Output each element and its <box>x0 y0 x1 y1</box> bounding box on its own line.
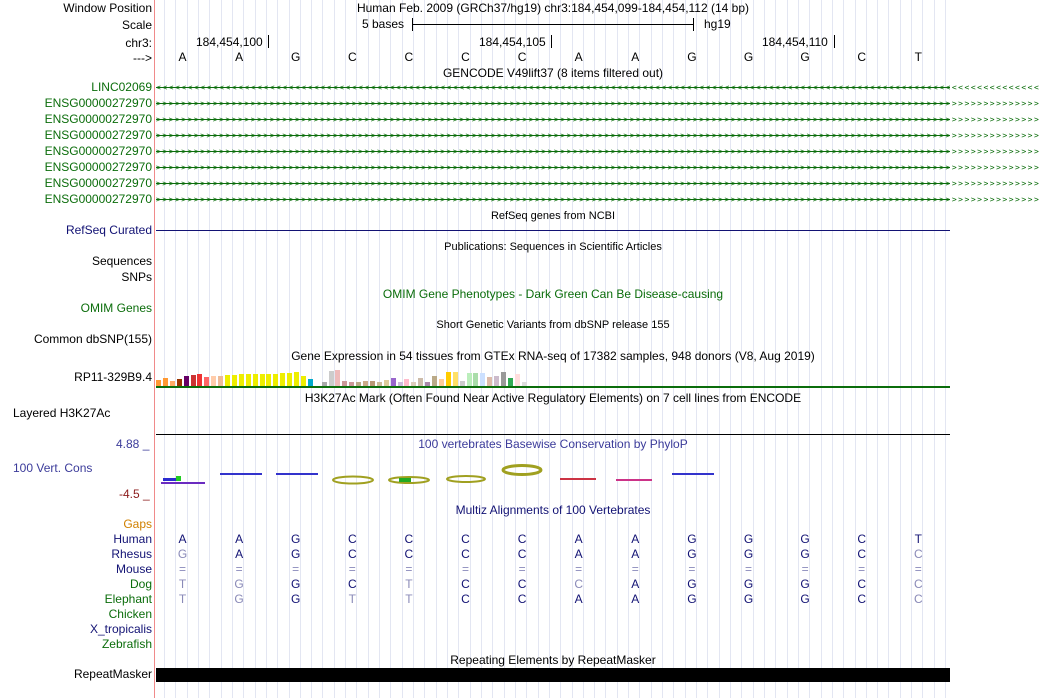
gencode-item-label[interactable]: ENSG00000272970 <box>44 160 152 174</box>
species-label[interactable]: Rhesus <box>111 547 152 561</box>
alignment-base: G <box>687 577 697 591</box>
scale-label: Scale <box>121 18 152 32</box>
species-label[interactable]: Chicken <box>108 607 152 621</box>
gtex-expression-bars[interactable] <box>156 366 536 386</box>
alignment-base: G <box>687 532 697 546</box>
alignment-base: C <box>517 577 527 591</box>
gtex-tissue-bar[interactable] <box>453 372 458 386</box>
alignment-base: = <box>348 562 356 576</box>
alignment-base: A <box>235 532 244 546</box>
gencode-item-label[interactable]: LINC02069 <box>91 80 152 94</box>
gaps-label[interactable]: Gaps <box>123 517 152 531</box>
gtex-tissue-bar[interactable] <box>260 374 265 386</box>
gtex-tissue-bar[interactable] <box>266 374 271 386</box>
gtex-tissue-bar[interactable] <box>280 373 285 386</box>
gtex-tissue-bar[interactable] <box>232 375 237 386</box>
strand-label: ---> <box>133 51 152 65</box>
alignment-base: G <box>800 592 810 606</box>
gtex-tissue-bar[interactable] <box>204 377 209 386</box>
strand-reverse-arrows: <<<<<<<<<<<<<<<<<<<<<<<<<<<<<<<<<<<<<<<<<<<<<<<<<<<<<<<<<<<<<<<<<<<<<<<<<<<<<<<<<<<<<<<<<<<<<<<<<<<<<<<<<<<<<<<<<<<<<<<<<<<<<<<<<<<<<<<<<<<< <box>156 83 1040 92</box>
window-position-value: Human Feb. 2009 (GRCh37/hg19) chr3:184,454,099-184,454,112 (14 bp) <box>356 1 750 15</box>
alignment-base: G <box>743 532 754 546</box>
alignment-base: T <box>405 577 413 591</box>
gtex-tissue-bar[interactable] <box>404 379 409 386</box>
alignment-base: G <box>234 577 244 591</box>
dbsnp-title[interactable]: Short Genetic Variants from dbSNP release 155 <box>436 319 670 331</box>
label-divider <box>154 0 155 698</box>
alignment-base: A <box>631 547 640 561</box>
alignment-base: A <box>631 592 640 606</box>
species-label[interactable]: Dog <box>129 577 152 591</box>
species-label[interactable]: Human <box>113 532 152 546</box>
strand-forward-arrows: >>>>>>>>>>>>>>>>>>>>>>>>>>>>>>>>>>>>>>>>>>>>>>>>>>>>>>>>>>>>>>>>>>>>>>>>>>>>>>>>>>>>>>>>>>>>>>>>>>>>>>>>>>>>>>>>>>>>>>>>>>>>>>>>>>>>>>>>>>>> <box>156 195 1040 204</box>
gtex-tissue-bar[interactable] <box>418 378 423 386</box>
alignment-base: C <box>461 577 470 591</box>
gtex-tissue-bar[interactable] <box>211 376 216 386</box>
reference-base: A <box>574 50 583 64</box>
alignment-base: C <box>913 547 923 561</box>
species-label[interactable]: Elephant <box>104 592 152 606</box>
alignment-base: C <box>347 577 357 591</box>
strand-forward-arrows: >>>>>>>>>>>>>>>>>>>>>>>>>>>>>>>>>>>>>>>>>>>>>>>>>>>>>>>>>>>>>>>>>>>>>>>>>>>>>>>>>>>>>>>>>>>>>>>>>>>>>>>>>>>>>>>>>>>>>>>>>>>>>>>>>>>>>>>>>>>> <box>156 115 1040 124</box>
reference-base: G <box>743 50 754 64</box>
multiz-title[interactable]: Multiz Alignments of 100 Vertebrates <box>455 503 651 517</box>
gtex-tissue-bar[interactable] <box>480 373 485 386</box>
gtex-tissue-bar[interactable] <box>473 373 478 386</box>
alignment-base: A <box>574 547 583 561</box>
alignment-base: A <box>631 577 640 591</box>
position-tick-mark <box>268 35 269 48</box>
reference-base: C <box>857 50 867 64</box>
alignment-base: = <box>744 562 752 576</box>
gtex-tissue-bar[interactable] <box>253 374 258 386</box>
reference-base: A <box>235 50 244 64</box>
position-tick-2: 184,454,105 <box>479 35 546 49</box>
alignment-base: = <box>405 562 413 576</box>
alignment-base: C <box>461 547 470 561</box>
alignment-base: G <box>743 592 754 606</box>
alignment-base: = <box>914 562 922 576</box>
gtex-tissue-bar[interactable] <box>294 372 299 386</box>
alignment-base: = <box>631 562 639 576</box>
strand-forward-arrows: >>>>>>>>>>>>>>>>>>>>>>>>>>>>>>>>>>>>>>>>>>>>>>>>>>>>>>>>>>>>>>>>>>>>>>>>>>>>>>>>>>>>>>>>>>>>>>>>>>>>>>>>>>>>>>>>>>>>>>>>>>>>>>>>>>>>>>>>>>>> <box>156 179 1040 188</box>
alignment-base: = <box>688 562 696 576</box>
phylop-title[interactable]: 100 vertebrates Basewise Conservation by PhyloP <box>418 437 688 451</box>
refseq-label[interactable]: RefSeq Curated <box>65 223 152 237</box>
gtex-tissue-bar[interactable] <box>329 371 334 386</box>
gtex-tissue-bar[interactable] <box>218 376 223 386</box>
alignment-base: = <box>178 562 186 576</box>
alignment-base: T <box>405 592 413 606</box>
reference-base: T <box>914 50 922 64</box>
alignment-base: C <box>517 547 527 561</box>
gtex-tissue-bar[interactable] <box>487 377 492 386</box>
gencode-item-label[interactable]: ENSG00000272970 <box>44 176 152 190</box>
omim-label[interactable]: OMIM Genes <box>80 301 152 315</box>
species-label[interactable]: Zebrafish <box>101 637 152 651</box>
gtex-tissue-bar[interactable] <box>308 379 313 386</box>
strand-forward-arrows: >>>>>>>>>>>>>>>>>>>>>>>>>>>>>>>>>>>>>>>>>>>>>>>>>>>>>>>>>>>>>>>>>>>>>>>>>>>>>>>>>>>>>>>>>>>>>>>>>>>>>>>>>>>>>>>>>>>>>>>>>>>>>>>>>>>>>>>>>>>> <box>156 99 1040 108</box>
alignment-base: C <box>913 592 923 606</box>
gencode-item-label[interactable]: ENSG00000272970 <box>44 128 152 142</box>
alignment-base: C <box>461 592 470 606</box>
h3k27ac-title[interactable]: H3K27Ac Mark (Often Found Near Active Regulatory Elements) on 7 cell lines from ENCODE <box>304 391 802 405</box>
alignment-base: = <box>575 562 583 576</box>
repeatmasker-label[interactable]: RepeatMasker <box>73 667 152 681</box>
gencode-title[interactable]: GENCODE V49lift37 (8 items filtered out) <box>442 66 664 80</box>
gtex-tissue-bar[interactable] <box>508 378 513 386</box>
gtex-tissue-bar[interactable] <box>239 374 244 386</box>
alignment-base: G <box>291 577 301 591</box>
gencode-item-label[interactable]: ENSG00000272970 <box>44 96 152 110</box>
alignment-base: = <box>801 562 809 576</box>
alignment-base: C <box>574 577 584 591</box>
alignment-base: G <box>743 577 754 591</box>
phylop-min: -4.5 _ <box>119 487 150 501</box>
alignment-base: G <box>291 592 301 606</box>
gtex-tissue-bar[interactable] <box>501 372 506 386</box>
alignment-base: = <box>858 562 866 576</box>
alignment-base: C <box>347 547 357 561</box>
h3k27ac-label[interactable]: Layered H3K27Ac <box>13 406 111 420</box>
gtex-tissue-bar[interactable] <box>197 374 202 386</box>
species-label[interactable]: Mouse <box>115 562 152 576</box>
alignment-base: G <box>800 547 810 561</box>
gtex-tissue-bar[interactable] <box>273 374 278 386</box>
h3k27ac-baseline <box>156 434 950 435</box>
phylop-max: 4.88 _ <box>116 437 150 451</box>
alignment-base: A <box>631 532 640 546</box>
gtex-tissue-bar[interactable] <box>446 372 451 386</box>
alignment-base: G <box>687 592 697 606</box>
alignment-base: C <box>517 532 527 546</box>
alignment-base: C <box>913 577 923 591</box>
refseq-title[interactable]: RefSeq genes from NCBI <box>490 210 616 222</box>
reference-base: C <box>347 50 357 64</box>
alignment-base: C <box>404 547 414 561</box>
gtex-title[interactable]: Gene Expression in 54 tissues from GTEx RNA-seq of 17382 samples, 948 donors (V8, Aug 2019) <box>291 349 815 363</box>
alignment-base: T <box>914 532 922 546</box>
gtex-tissue-bar[interactable] <box>494 376 499 386</box>
species-label[interactable]: X_tropicalis <box>89 622 152 636</box>
sequences-label[interactable]: Sequences <box>91 254 152 268</box>
alignment-base: A <box>574 532 583 546</box>
gtex-tissue-bar[interactable] <box>467 373 472 386</box>
position-tick-1: 184,454,100 <box>196 35 263 49</box>
alignment-base: A <box>235 547 244 561</box>
reference-base: C <box>517 50 527 64</box>
alignment-base: G <box>743 547 754 561</box>
snps-label[interactable]: SNPs <box>121 270 152 284</box>
repeatmasker-element[interactable] <box>156 668 950 682</box>
gencode-item-label[interactable]: ENSG00000272970 <box>44 144 152 158</box>
alignment-base: A <box>178 532 187 546</box>
reference-base: A <box>631 50 640 64</box>
alignment-base: G <box>291 532 301 546</box>
gtex-tissue-bar[interactable] <box>432 376 437 386</box>
gtex-tissue-bar[interactable] <box>163 378 168 386</box>
gtex-tissue-bar[interactable] <box>184 376 189 386</box>
alignment-base: C <box>857 532 867 546</box>
alignment-base: C <box>857 547 867 561</box>
strand-forward-arrows: >>>>>>>>>>>>>>>>>>>>>>>>>>>>>>>>>>>>>>>>>>>>>>>>>>>>>>>>>>>>>>>>>>>>>>>>>>>>>>>>>>>>>>>>>>>>>>>>>>>>>>>>>>>>>>>>>>>>>>>>>>>>>>>>>>>>>>>>>>>> <box>156 147 1040 156</box>
refseq-gene-line[interactable] <box>156 230 950 231</box>
strand-forward-arrows: >>>>>>>>>>>>>>>>>>>>>>>>>>>>>>>>>>>>>>>>>>>>>>>>>>>>>>>>>>>>>>>>>>>>>>>>>>>>>>>>>>>>>>>>>>>>>>>>>>>>>>>>>>>>>>>>>>>>>>>>>>>>>>>>>>>>>>>>>>>> <box>156 131 1040 140</box>
alignment-base: T <box>178 592 187 606</box>
gtex-tissue-bar[interactable] <box>177 379 182 386</box>
alignment-base: C <box>461 532 470 546</box>
alignment-base: C <box>347 532 357 546</box>
gtex-gene-label[interactable]: RP11-329B9.4 <box>74 370 152 384</box>
strand-forward-arrows: >>>>>>>>>>>>>>>>>>>>>>>>>>>>>>>>>>>>>>>>>>>>>>>>>>>>>>>>>>>>>>>>>>>>>>>>>>>>>>>>>>>>>>>>>>>>>>>>>>>>>>>>>>>>>>>>>>>>>>>>>>>>>>>>>>>>>>>>>>>> <box>156 163 1040 172</box>
gtex-tissue-bar[interactable] <box>391 378 396 386</box>
alignment-base: C <box>857 577 867 591</box>
alignment-base: T <box>348 592 356 606</box>
reference-base: A <box>178 50 187 64</box>
gtex-tissue-bar[interactable] <box>515 374 520 386</box>
position-tick-mark <box>834 35 835 48</box>
alignment-base: G <box>177 547 188 561</box>
gencode-item-label[interactable]: ENSG00000272970 <box>44 112 152 126</box>
alignment-base: = <box>292 562 300 576</box>
alignment-base: = <box>461 562 469 576</box>
alignment-base: C <box>517 592 527 606</box>
gtex-tissue-bar[interactable] <box>246 374 251 386</box>
alignment-base: = <box>235 562 243 576</box>
scale-bar <box>412 17 694 31</box>
phylop-logo[interactable] <box>156 458 950 498</box>
gtex-tissue-bar[interactable] <box>335 370 340 386</box>
reference-base: C <box>461 50 470 64</box>
alignment-base: G <box>234 592 244 606</box>
scale-assembly: hg19 <box>704 17 731 31</box>
scale-text: 5 bases <box>362 17 405 31</box>
alignment-base: G <box>800 532 810 546</box>
gtex-tissue-bar[interactable] <box>301 376 306 386</box>
reference-base: G <box>291 50 301 64</box>
alignment-base: A <box>574 592 583 606</box>
chr-label: chr3: <box>125 36 152 50</box>
position-tick-3: 184,454,110 <box>762 35 828 49</box>
alignment-base: = <box>518 562 526 576</box>
window-position-label: Window Position <box>63 1 152 15</box>
gtex-tissue-bar[interactable] <box>225 375 230 386</box>
dbsnp-label[interactable]: Common dbSNP(155) <box>33 332 152 346</box>
gencode-item-label[interactable]: ENSG00000272970 <box>44 192 152 206</box>
publications-title[interactable]: Publications: Sequences in Scientific Articles <box>444 241 662 253</box>
omim-title[interactable]: OMIM Gene Phenotypes - Dark Green Can Be Disease-causing <box>382 287 724 301</box>
reference-base: C <box>404 50 414 64</box>
alignment-base: C <box>857 592 867 606</box>
reference-base: G <box>687 50 697 64</box>
alignment-base: G <box>291 547 301 561</box>
gtex-tissue-bar[interactable] <box>287 373 292 386</box>
alignment-base: G <box>687 547 697 561</box>
alignment-base: G <box>800 577 810 591</box>
alignment-base: T <box>178 577 187 591</box>
position-tick-mark <box>551 35 552 48</box>
alignment-base: C <box>404 532 414 546</box>
reference-base: G <box>800 50 810 64</box>
gtex-tissue-bar[interactable] <box>439 379 444 386</box>
phylop-label[interactable]: 100 Vert. Cons <box>13 461 93 475</box>
gtex-gene-line[interactable] <box>156 386 950 388</box>
repeatmasker-title[interactable]: Repeating Elements by RepeatMasker <box>450 653 656 667</box>
gtex-tissue-bar[interactable] <box>191 375 196 386</box>
